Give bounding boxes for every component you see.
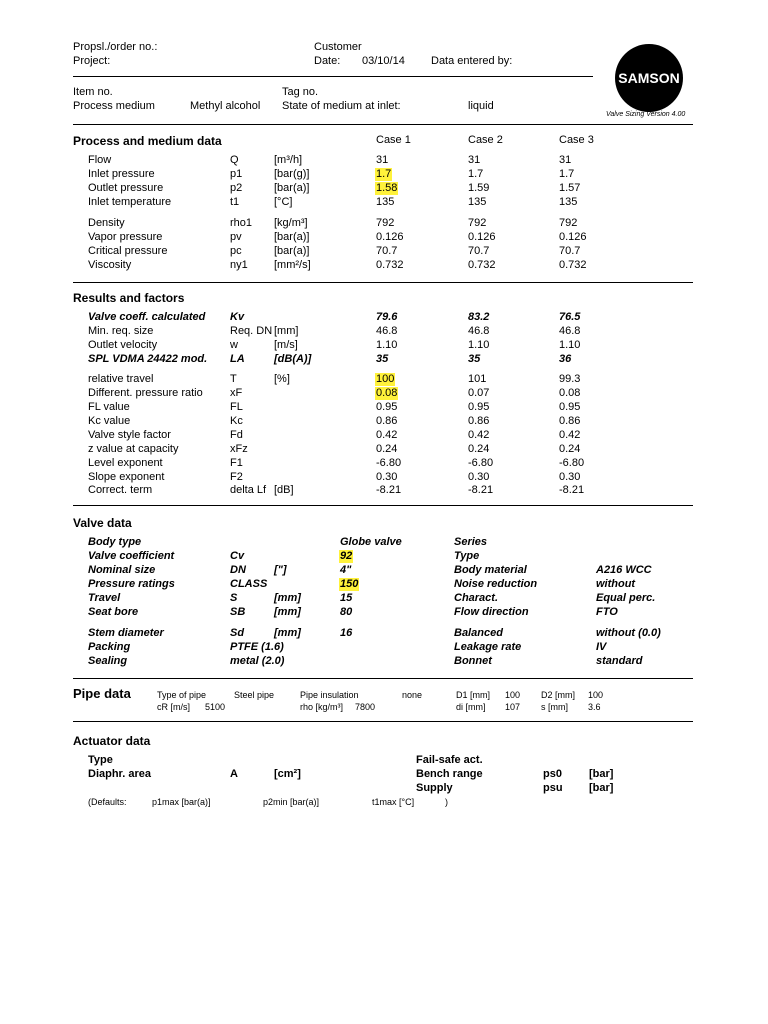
valve-row-symbol: metal (2.0) <box>230 655 285 667</box>
results-case3-value: 0.24 <box>559 443 581 455</box>
case-3-header: Case 3 <box>559 134 594 146</box>
results-row-symbol: F1 <box>230 457 243 469</box>
valve-row-right-label: Body material <box>454 564 527 576</box>
medium-label: Process medium <box>73 100 155 112</box>
valve-row-label: Packing <box>88 641 131 653</box>
pipe-d1-label: D1 [mm] <box>456 690 491 700</box>
valve-row-right-label: Flow direction <box>454 606 529 618</box>
process-row-label: Vapor pressure <box>88 231 163 243</box>
valve-row-value: 4" <box>340 564 352 576</box>
process-row-unit: [bar(a)] <box>274 245 310 257</box>
results-case1-value: 1.10 <box>376 339 398 351</box>
data-entered-label: Data entered by: <box>431 55 513 67</box>
pipe-insulation-label: Pipe insulation <box>300 690 359 700</box>
valve-row-unit: ["] <box>274 564 287 576</box>
version-label: Valve Sizing Version 4.00 <box>606 111 686 118</box>
results-row-symbol: F2 <box>230 471 243 483</box>
process-case2-value: 792 <box>468 217 487 229</box>
valve-row-value: Globe valve <box>340 536 402 548</box>
results-row-symbol: Kv <box>230 311 245 323</box>
actuator-supply-unit: [bar] <box>589 782 614 794</box>
results-row-label: Level exponent <box>88 457 163 469</box>
results-row-unit: [dB(A)] <box>274 353 312 365</box>
results-case2-value: -6.80 <box>468 457 494 469</box>
process-case1-value: 1.7 <box>376 168 392 180</box>
valve-row-unit: [mm] <box>274 606 301 618</box>
valve-row-label: Body type <box>88 536 142 548</box>
valve-row-unit: [mm] <box>274 627 301 639</box>
valve-row-value: 15 <box>340 592 353 604</box>
process-row-unit: [bar(a)] <box>274 231 310 243</box>
valve-row-symbol: Cv <box>230 550 245 562</box>
results-case2-value: 46.8 <box>468 325 490 337</box>
results-section-title: Results and factors <box>73 291 185 305</box>
process-row-label: Critical pressure <box>88 245 168 257</box>
results-case1-value: 46.8 <box>376 325 398 337</box>
valve-row-right-value: A216 WCC <box>596 564 652 576</box>
valve-row-label: Pressure ratings <box>88 578 175 590</box>
valve-section-title: Valve data <box>73 516 132 530</box>
results-case2-value: -8.21 <box>468 484 494 496</box>
valve-row-symbol: CLASS <box>230 578 268 590</box>
process-case3-value: 31 <box>559 154 572 166</box>
pipe-cr-value: 5100 <box>205 702 226 712</box>
valve-row-right-value: FTO <box>596 606 618 618</box>
results-row-label: relative travel <box>88 373 154 385</box>
results-row-symbol: Kc <box>230 415 243 427</box>
valve-row-symbol: DN <box>230 564 246 576</box>
results-case1-value: 0.86 <box>376 415 398 427</box>
process-case3-value: 1.7 <box>559 168 575 180</box>
process-case1-value: 31 <box>376 154 389 166</box>
process-case1-value: 70.7 <box>376 245 398 257</box>
valve-row-right-value: Equal perc. <box>596 592 656 604</box>
actuator-type-label: Type <box>88 754 113 766</box>
results-case1-value: 0.95 <box>376 401 398 413</box>
valve-row-value: 80 <box>340 606 353 618</box>
process-case2-value: 1.59 <box>468 182 490 194</box>
process-row-unit: [kg/m³] <box>274 217 308 229</box>
actuator-p1max-label: p1max [bar(a)] <box>152 797 211 807</box>
pipe-type-label: Type of pipe <box>157 690 207 700</box>
pipe-insulation-value: none <box>402 690 423 700</box>
process-row-symbol: ny1 <box>230 259 248 271</box>
actuator-section-title: Actuator data <box>73 734 151 748</box>
process-row-label: Flow <box>88 154 112 166</box>
case-1-header: Case 1 <box>376 134 411 146</box>
valve-row-value: 16 <box>340 627 353 639</box>
process-row-label: Outlet pressure <box>88 182 164 194</box>
valve-row-right-label: Noise reduction <box>454 578 538 590</box>
results-case2-value: 0.86 <box>468 415 490 427</box>
valve-row-right-label: Leakage rate <box>454 641 522 653</box>
results-row-symbol: Fd <box>230 429 243 441</box>
results-case1-value: 100 <box>376 373 395 385</box>
valve-row-symbol: Sd <box>230 627 245 639</box>
results-row-label: Different. pressure ratio <box>88 387 203 399</box>
results-row-unit: [dB] <box>274 484 294 496</box>
results-case3-value: 0.08 <box>559 387 581 399</box>
results-case2-value: 0.30 <box>468 471 490 483</box>
process-case3-value: 792 <box>559 217 578 229</box>
process-row-label: Inlet pressure <box>88 168 155 180</box>
valve-row-right-label: Charact. <box>454 592 499 604</box>
results-case1-value: 0.08 <box>376 387 398 399</box>
results-row-unit: [%] <box>274 373 290 385</box>
process-row-label: Inlet temperature <box>88 196 172 208</box>
process-case1-value: 1.58 <box>376 182 398 194</box>
results-row-label: Min. req. size <box>88 325 154 337</box>
results-case2-value: 1.10 <box>468 339 490 351</box>
results-case1-value: 35 <box>376 353 389 365</box>
valve-row-right-label: Bonnet <box>454 655 492 667</box>
results-case3-value: -6.80 <box>559 457 585 469</box>
process-case3-value: 0.732 <box>559 259 587 271</box>
valve-row-label: Stem diameter <box>88 627 164 639</box>
process-row-unit: [mm²/s] <box>274 259 311 271</box>
process-section-title: Process and medium data <box>73 134 222 148</box>
valve-row-right-label: Balanced <box>454 627 503 639</box>
pipe-d2-label: D2 [mm] <box>541 690 576 700</box>
pipe-rho-value: 7800 <box>355 702 376 712</box>
results-case3-value: 0.95 <box>559 401 581 413</box>
actuator-bench-label: Bench range <box>416 768 483 780</box>
process-row-symbol: pc <box>230 245 242 257</box>
process-row-label: Viscosity <box>88 259 132 271</box>
results-row-symbol: delta Lf <box>230 484 267 496</box>
valve-row-right-label: Series <box>454 536 488 548</box>
pipe-section-title: Pipe data <box>73 686 131 701</box>
valve-row-value: 150 <box>340 578 359 590</box>
process-case2-value: 1.7 <box>468 168 484 180</box>
results-case3-value: 76.5 <box>559 311 581 323</box>
results-case3-value: 1.10 <box>559 339 581 351</box>
actuator-diaphr-label: Diaphr. area <box>88 768 151 780</box>
pipe-d1-value: 100 <box>505 690 521 700</box>
results-row-symbol: w <box>230 339 238 351</box>
results-row-label: Correct. term <box>88 484 153 496</box>
valve-row-label: Nominal size <box>88 564 156 576</box>
valve-row-symbol: PTFE (1.6) <box>230 641 284 653</box>
samson-logo <box>615 44 683 112</box>
valve-row-symbol: S <box>230 592 238 604</box>
results-row-label: Kc value <box>88 415 131 427</box>
process-case1-value: 0.126 <box>376 231 404 243</box>
pipe-s-label: s [mm] <box>541 702 568 712</box>
process-case1-value: 135 <box>376 196 395 208</box>
pipe-type-value: Steel pipe <box>234 690 275 700</box>
header-rule-2 <box>73 124 693 125</box>
logo-text: SAMSON <box>618 70 680 86</box>
results-row-label: Valve coeff. calculated <box>88 311 206 323</box>
pipe-rho-label: rho [kg/m³] <box>300 702 344 712</box>
results-row-label: SPL VDMA 24422 mod. <box>88 353 208 365</box>
results-row-symbol: T <box>230 373 237 385</box>
actuator-diaphr-sym: A <box>230 768 238 780</box>
process-case2-value: 135 <box>468 196 487 208</box>
results-case2-value: 83.2 <box>468 311 490 323</box>
actuator-p2min-label: p2min [bar(a)] <box>263 797 320 807</box>
pipe-cr-label: cR [m/s] <box>157 702 190 712</box>
process-row-unit: [bar(a)] <box>274 182 310 194</box>
process-case3-value: 135 <box>559 196 578 208</box>
results-row-label: Outlet velocity <box>88 339 158 351</box>
valve-row-right-value: without (0.0) <box>596 627 661 639</box>
valve-row-label: Seat bore <box>88 606 139 618</box>
results-case3-value: -8.21 <box>559 484 585 496</box>
process-row-label: Density <box>88 217 125 229</box>
process-case3-value: 70.7 <box>559 245 581 257</box>
results-case3-value: 0.86 <box>559 415 581 427</box>
process-rule <box>73 282 693 283</box>
process-row-unit: [m³/h] <box>274 154 303 166</box>
results-case2-value: 0.07 <box>468 387 490 399</box>
results-row-label: FL value <box>88 401 130 413</box>
item-label: Item no. <box>73 86 113 98</box>
results-row-symbol: Req. DN <box>230 325 273 337</box>
results-case1-value: 0.30 <box>376 471 398 483</box>
process-case1-value: 792 <box>376 217 395 229</box>
actuator-defaults-close: ) <box>445 797 448 807</box>
results-case1-value: 79.6 <box>376 311 398 323</box>
state-value: liquid <box>468 100 494 112</box>
process-case3-value: 1.57 <box>559 182 581 194</box>
valve-row-label: Valve coefficient <box>88 550 175 562</box>
process-row-symbol: Q <box>230 154 239 166</box>
results-rule <box>73 505 693 506</box>
valve-row-unit: [mm] <box>274 592 301 604</box>
results-row-label: Valve style factor <box>88 429 171 441</box>
actuator-supply-sym: psu <box>543 782 563 794</box>
valve-row-right-value: without <box>596 578 636 590</box>
results-row-label: Slope exponent <box>88 471 165 483</box>
process-case2-value: 70.7 <box>468 245 490 257</box>
process-case3-value: 0.126 <box>559 231 587 243</box>
process-row-symbol: t1 <box>230 196 240 208</box>
process-row-symbol: rho1 <box>230 217 253 229</box>
process-case2-value: 31 <box>468 154 481 166</box>
pipe-s-value: 3.6 <box>588 702 601 712</box>
results-row-symbol: LA <box>230 353 245 365</box>
results-case3-value: 0.30 <box>559 471 581 483</box>
actuator-diaphr-unit: [cm²] <box>274 768 301 780</box>
results-case3-value: 99.3 <box>559 373 581 385</box>
actuator-bench-unit: [bar] <box>589 768 614 780</box>
results-case2-value: 35 <box>468 353 481 365</box>
results-row-unit: [mm] <box>274 325 299 337</box>
results-row-symbol: xFz <box>230 443 248 455</box>
results-case2-value: 0.42 <box>468 429 490 441</box>
actuator-bench-sym: ps0 <box>543 768 562 780</box>
medium-value: Methyl alcohol <box>190 100 261 112</box>
customer-label: Customer <box>314 41 362 53</box>
process-row-symbol: p1 <box>230 168 243 180</box>
results-case3-value: 46.8 <box>559 325 581 337</box>
proposal-label: Propsl./order no.: <box>73 41 158 53</box>
valve-row-label: Travel <box>88 592 121 604</box>
case-2-header: Case 2 <box>468 134 503 146</box>
pipe-rule <box>73 721 693 722</box>
results-case3-value: 36 <box>559 353 572 365</box>
results-case1-value: -6.80 <box>376 457 402 469</box>
process-case2-value: 0.126 <box>468 231 496 243</box>
pipe-d2-value: 100 <box>588 690 604 700</box>
actuator-defaults-label: (Defaults: <box>88 797 127 807</box>
date-value: 03/10/14 <box>362 55 405 67</box>
header-rule <box>73 76 593 77</box>
project-label: Project: <box>73 55 111 67</box>
date-label: Date: <box>314 55 341 67</box>
tag-label: Tag no. <box>282 86 319 98</box>
pipe-di-label: di [mm] <box>456 702 486 712</box>
valve-row-value: 92 <box>340 550 353 562</box>
process-case2-value: 0.732 <box>468 259 496 271</box>
valve-row-right-value: standard <box>596 655 643 667</box>
process-row-unit: [°C] <box>274 196 293 208</box>
results-case1-value: 0.24 <box>376 443 398 455</box>
process-case1-value: 0.732 <box>376 259 404 271</box>
actuator-failsafe-label: Fail-safe act. <box>416 754 483 766</box>
results-case1-value: 0.42 <box>376 429 398 441</box>
results-row-symbol: FL <box>230 401 243 413</box>
process-row-symbol: pv <box>230 231 242 243</box>
state-label: State of medium at inlet: <box>282 100 401 112</box>
valve-row-symbol: SB <box>230 606 246 618</box>
results-case2-value: 101 <box>468 373 487 385</box>
results-case2-value: 0.24 <box>468 443 490 455</box>
results-case1-value: -8.21 <box>376 484 402 496</box>
actuator-t1max-label: t1max [°C] <box>372 797 415 807</box>
process-row-unit: [bar(g)] <box>274 168 310 180</box>
pipe-di-value: 107 <box>505 702 521 712</box>
actuator-supply-label: Supply <box>416 782 453 794</box>
results-row-symbol: xF <box>230 387 243 399</box>
valve-row-right-label: Type <box>454 550 480 562</box>
results-row-unit: [m/s] <box>274 339 298 351</box>
valve-rule <box>73 678 693 679</box>
valve-row-right-value: IV <box>596 641 607 653</box>
results-case3-value: 0.42 <box>559 429 581 441</box>
results-row-label: z value at capacity <box>88 443 179 455</box>
process-row-symbol: p2 <box>230 182 243 194</box>
valve-row-label: Sealing <box>88 655 128 667</box>
results-case2-value: 0.95 <box>468 401 490 413</box>
